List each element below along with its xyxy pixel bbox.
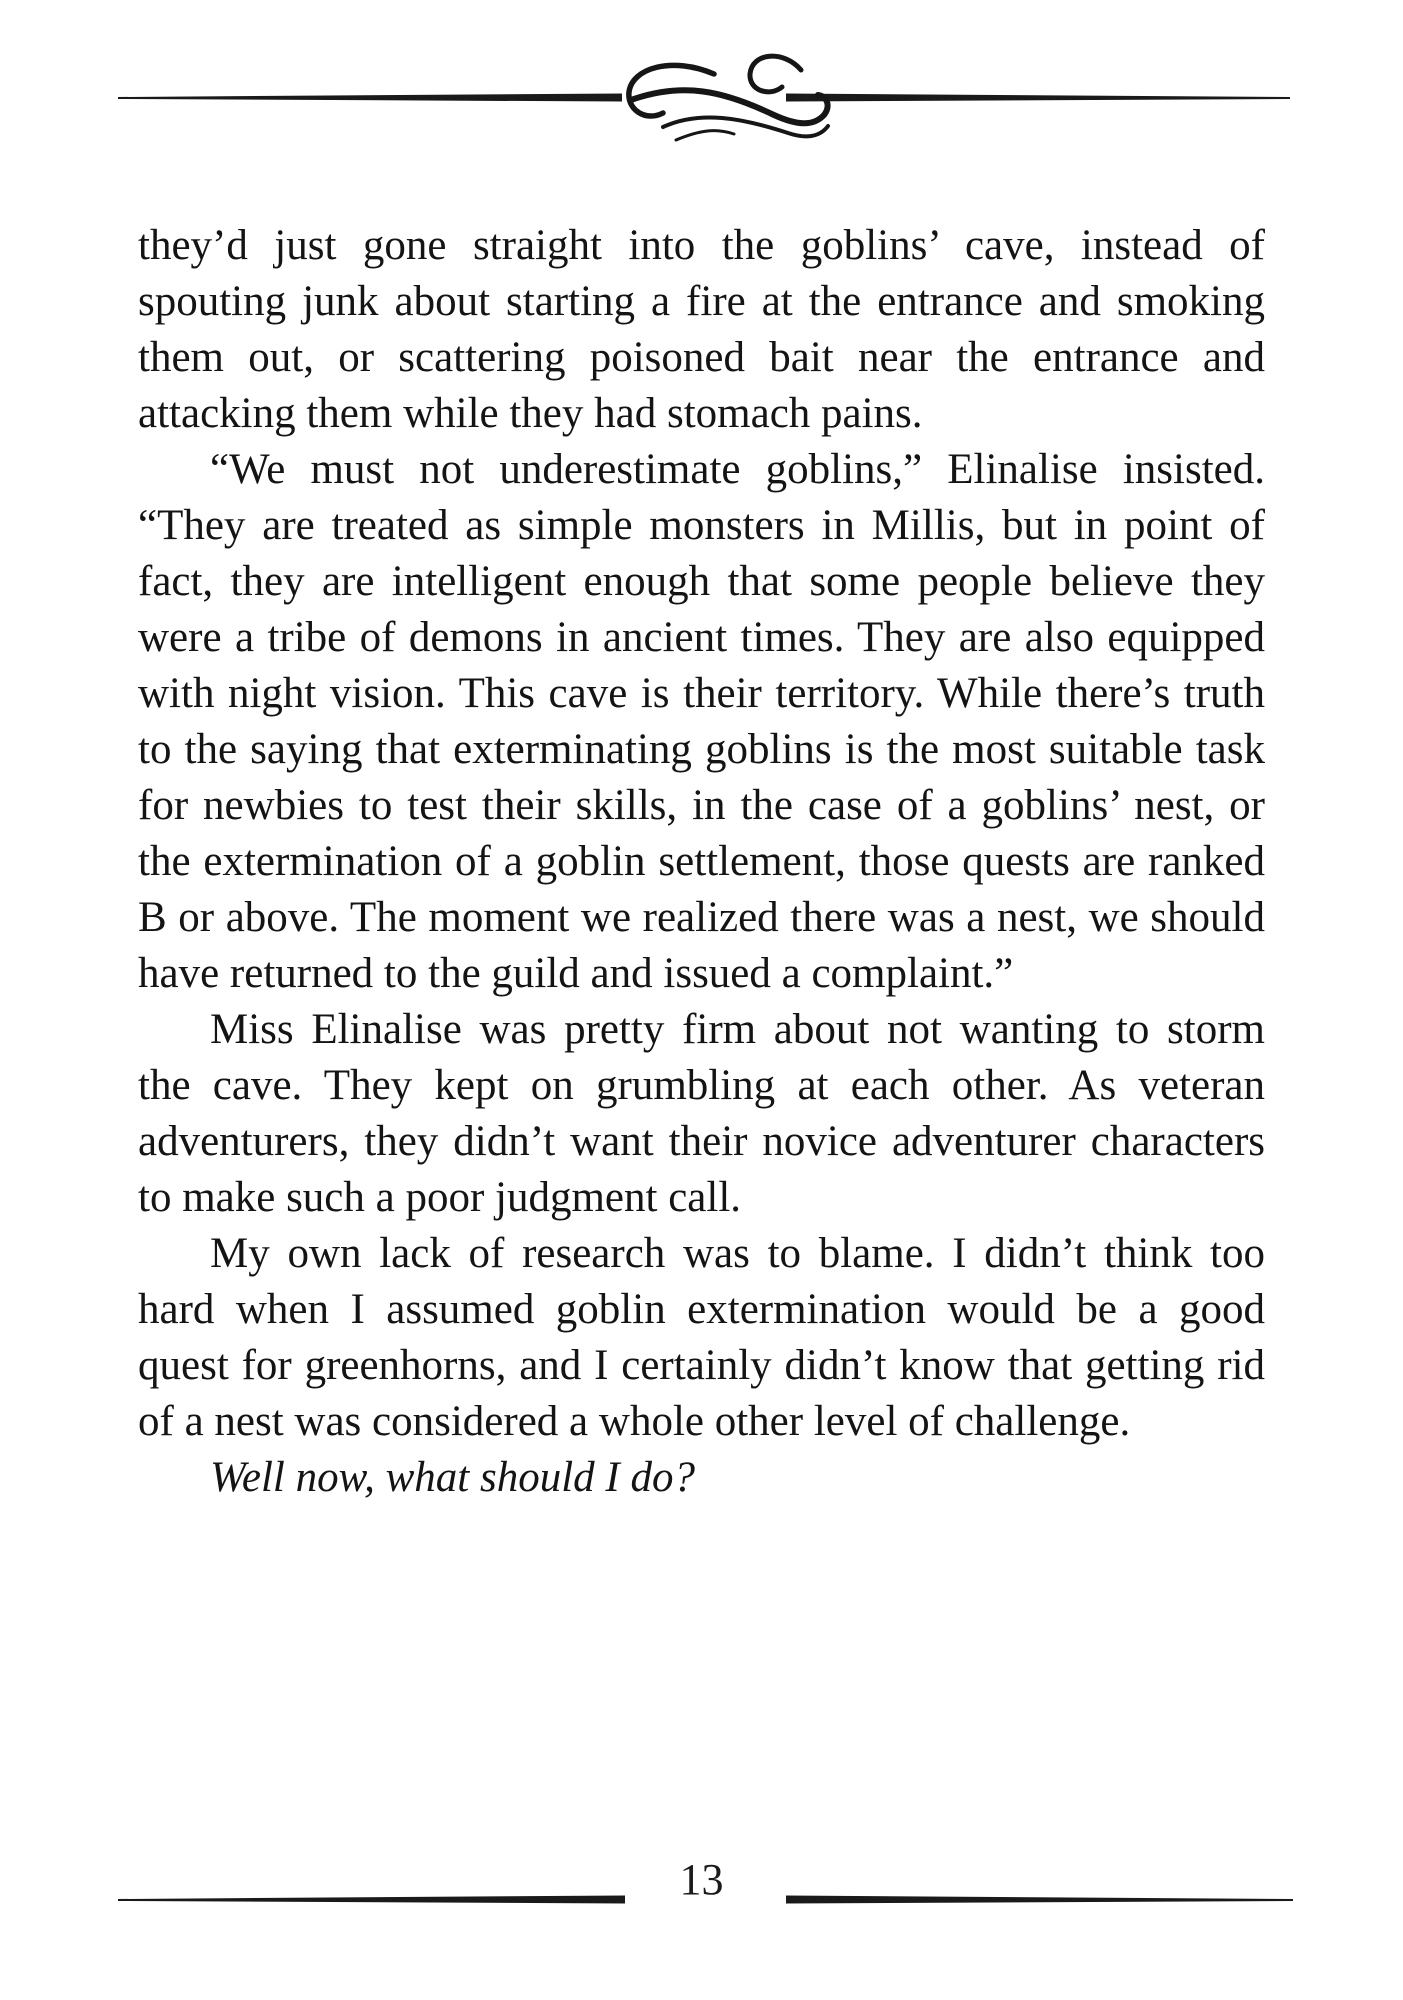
header-rule-right [786,94,1290,102]
paragraph-inner-monologue: Well now, what should I do? [210,1454,695,1501]
page-footer [0,1850,1403,1940]
body-text [138,218,1265,1506]
header-divider [0,30,1403,170]
header-rule-left [118,94,622,102]
paragraph: they’d just gone straight into the goblins’ cave, instead of spouting junk about starting a fire at the entrance and smoking them out, or scattering poisoned bait near the entrance and attacking them while they had stomach pains. [138,222,1265,437]
paragraph: “We must not underestimate goblins,” Elinalise insisted. “They are treated as simple monsters in Millis, but in point of fact, they are intelligent enough that some people believe they were a tribe of demons in ancient times. They are also equipped with night vision. This cave is their territory. While there’s truth to the saying that exterminating goblins is the most suitable task for newbies to test their skills, in the case of a goblins’ nest, or the extermination of a goblin settlement, those quests are ranked B or above. The moment we realized there was a nest, we should have returned to the guild and issued a complaint.” [138,446,1265,997]
page-number: 13 [679,1855,724,1904]
paragraph: Miss Elinalise was pretty firm about not wanting to storm the cave. They kept on grumbling at each other. As veteran adventurers, they didn’t want their novice adventurer characters to make such a poor judgment call. [138,1006,1265,1221]
paragraph: My own lack of research was to blame. I didn’t think too hard when I assumed goblin extermination would be a good quest for greenhorns, and I certainly didn’t know that getting rid of a nest was considered a whole other level of challenge. [138,1230,1265,1445]
